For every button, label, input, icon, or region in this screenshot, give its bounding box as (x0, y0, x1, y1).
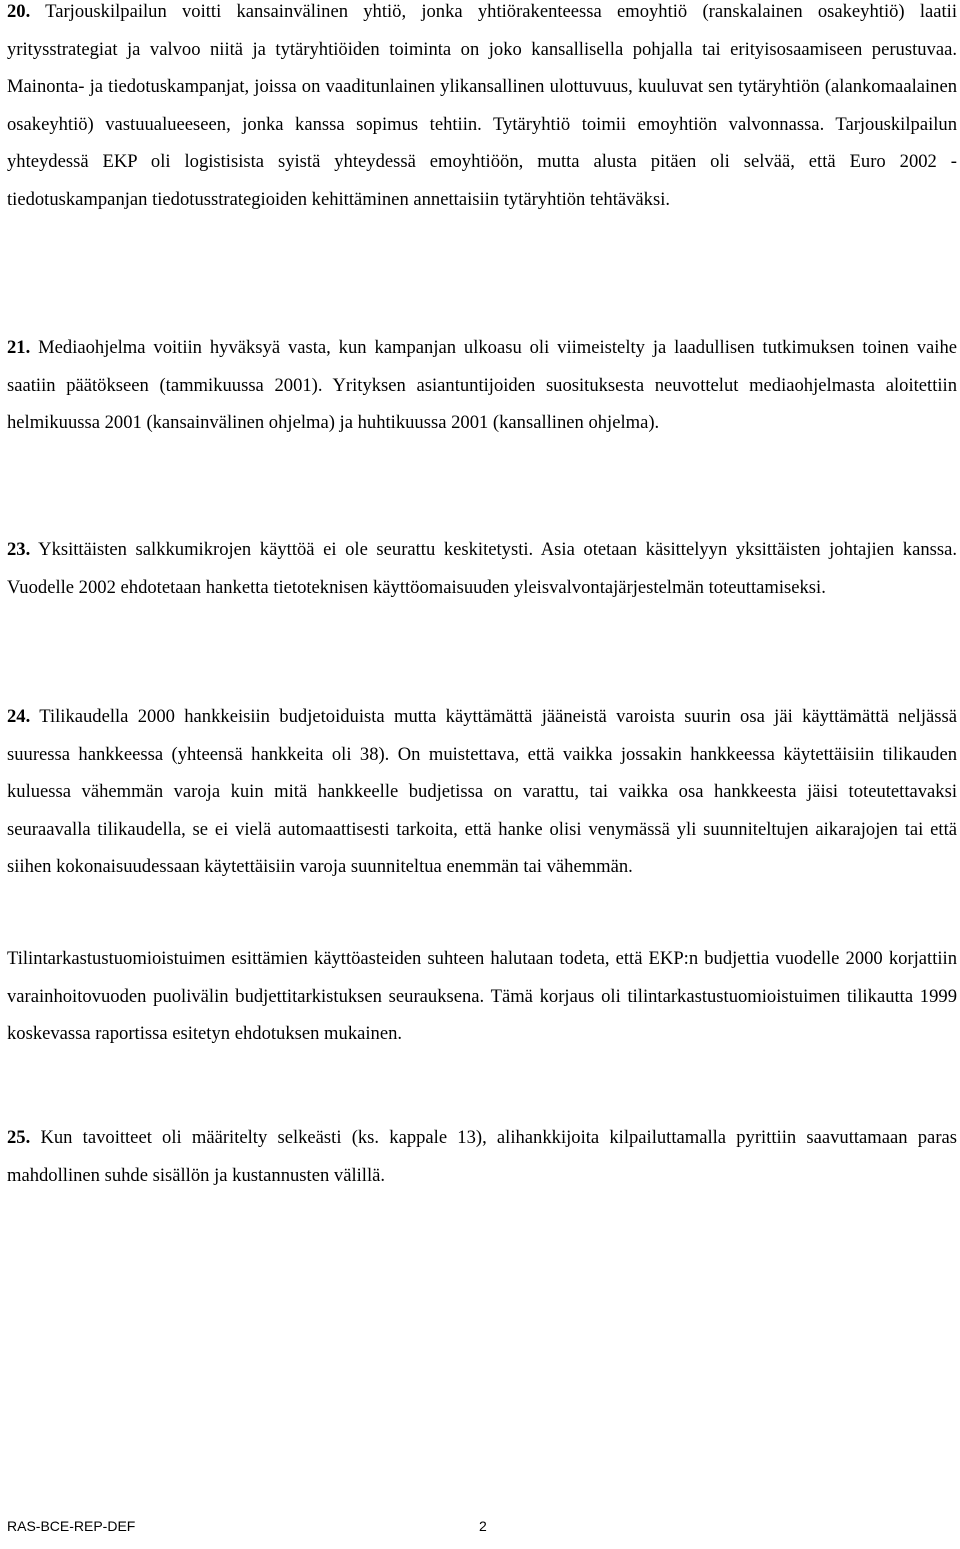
paragraph-24 (7, 698, 957, 886)
paragraph-text: Mediaohjelma voitiin hyväksyä vasta, kun kampanjan ulkoasu oli viimeistelty ja laadullisen tutkimuksen toinen vaihe saatiin päätökseen (tammikuussa 2001). Yrityksen asiantuntijoiden suosituksesta neuvottelut mediaohjelmasta aloitettiin helmikuussa 2001 (kansainvälinen ohjelma) ja huhtikuussa 2001 (kansallinen ohjelma). (7, 337, 957, 434)
paragraph-text: Kun tavoitteet oli määritelty selkeästi (ks. kappale 13), alihankkijoita kilpailuttamalla pyrittiin saavuttamaan paras mahdollinen suhde sisällön ja kustannusten välillä. (7, 1127, 957, 1186)
paragraph-number: 24. (7, 706, 31, 727)
paragraph-number: 23. (7, 539, 31, 560)
paragraph-text: Tilikaudella 2000 hankkeisiin budjetoiduista mutta käyttämättä jääneistä varoista suurin osa jäi käyttämättä neljässä suuressa hankkeessa (yhteensä hankkeita oli 38). On muistettava, että vaikka jossakin hankkeessa käytettäisiin tilikauden kuluessa vähemmän varoja kuin mitä hankkeelle budjetissa on varattu, tai vaikka osa hankkeesta jäisi toteutettavaksi seuraavalla tilikaudella, se ei vielä automaattisesti tarkoita, että hanke olisi venymässä yli suunniteltujen aikarajojen tai että siihen kokonaisuudessaan käytettäisiin varoja suunniteltua enemmän tai vähemmän. (7, 706, 957, 878)
paragraph-23 (7, 531, 957, 606)
paragraph-21 (7, 329, 957, 442)
paragraph-20 (7, 0, 957, 219)
footer-page-number: 2 (479, 1518, 487, 1534)
paragraph-text: Tarjouskilpailun voitti kansainvälinen yhtiö, jonka yhtiörakenteessa emoyhtiö (ranskalainen osakeyhtiö) laatii yritysstrategiat ja valvoo niitä ja tytäryhtiöiden toiminta on joko kansallisella pohjalla tai erityisosaamiseen perustuvaa. Mainonta- ja tiedotuskampanjat, joissa on vaaditunlainen ylikansallinen ulottuvuus, kuuluvat sen tytäryhtiön (alankomaalainen osakeyhtiö) vastuualueeseen, jonka kanssa sopimus tehtiin. Tytäryhtiö toimii emoyhtiön valvonnassa. Tarjouskilpailun yhteydessä EKP oli logistisista syistä yhteydessä emoyhtiöön, mutta alusta pitäen oli selvää, että Euro 2002 -tiedotuskampanjan tiedotusstrategioiden kehittäminen annettaisiin tytäryhtiön tehtäväksi. (7, 1, 957, 210)
paragraph-text: Tilintarkastustuomioistuimen esittämien käyttöasteiden suhteen halutaan todeta, että EKP:n budjettia vuodelle 2000 korjattiin varainhoitovuoden puolivälin budjettitarkistuksen seurauksena. Tämä korjaus oli tilintarkastustuomioistuimen tilikautta 1999 koskevassa raportissa esitetyn ehdotuksen mukainen. (7, 948, 957, 1045)
paragraph-25 (7, 1119, 957, 1194)
paragraph-24-continuation (7, 940, 957, 1053)
paragraph-number: 25. (7, 1127, 31, 1148)
page-footer (7, 1515, 957, 1537)
footer-reference: RAS-BCE-REP-DEF (7, 1518, 136, 1534)
paragraph-number: 20. (7, 1, 31, 22)
paragraph-text: Yksittäisten salkkumikrojen käyttöä ei ole seurattu keskitetysti. Asia otetaan käsittelyyn yksittäisten johtajien kanssa. Vuodelle 2002 ehdotetaan hanketta tietoteknisen käyttöomaisuuden yleisvalvontajärjestelmän toteuttamiseksi. (7, 539, 957, 598)
paragraph-number: 21. (7, 337, 31, 358)
